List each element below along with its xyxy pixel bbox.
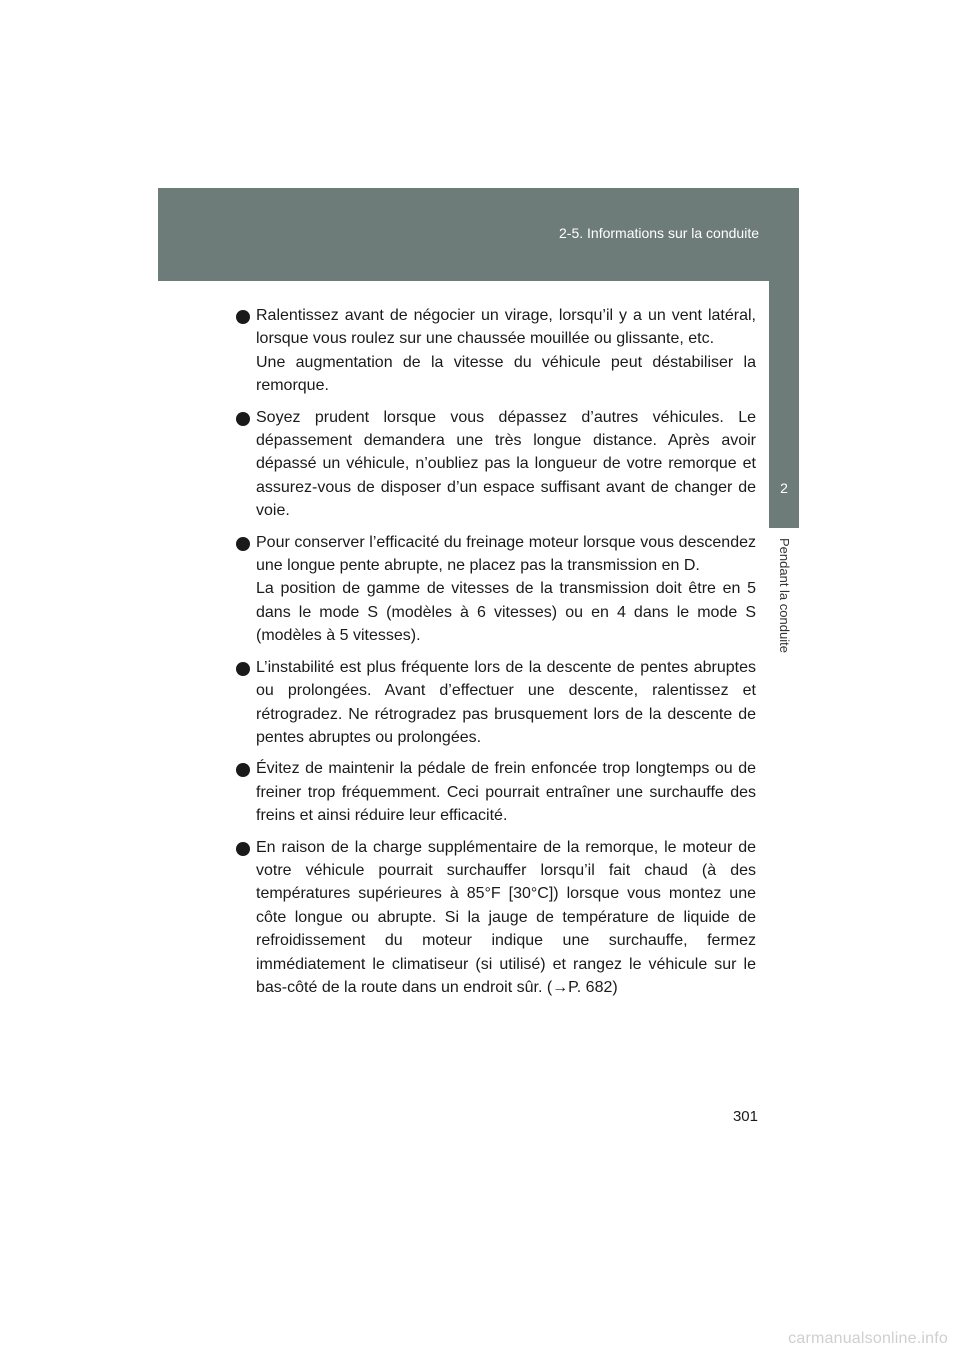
bullet-dot-icon bbox=[236, 310, 250, 324]
bullet-dot-icon bbox=[236, 537, 250, 551]
section-header-band bbox=[158, 188, 799, 281]
list-item bbox=[236, 304, 756, 398]
list-item bbox=[236, 757, 756, 827]
bullet-dot-icon bbox=[236, 412, 250, 426]
list-item bbox=[236, 836, 756, 1000]
bullet-dot-icon bbox=[236, 662, 250, 676]
chapter-tab bbox=[769, 266, 799, 528]
paragraph: L’instabilité est plus fréquente lors de la descente de pentes abruptes ou prolongées. Avant d’effectuer une descente, ralentissez et rétrogradez. Ne rétrogradez pas brusquement lors de la descente de pentes abruptes ou prolongées. bbox=[256, 658, 756, 746]
section-title: 2-5. Informations sur la conduite bbox=[559, 225, 759, 241]
chapter-label: Pendant la conduite bbox=[777, 538, 792, 653]
paragraph: Ralentissez avant de négocier un virage, lorsqu’il y a un vent latéral, lorsque vous roulez sur une chaussée mouillée ou glissante, etc. bbox=[256, 307, 756, 348]
watermark: carmanualsonline.info bbox=[788, 1330, 948, 1347]
main-content bbox=[236, 304, 756, 1007]
bullet-dot-icon bbox=[236, 842, 250, 856]
chapter-label-container bbox=[769, 538, 799, 678]
paragraph: En raison de la charge supplémentaire de la remorque, le moteur de votre véhicule pourrait surchauffer lorsqu’il fait chaud (à des températures supérieures à 85°F [30°C]) lorsque vous montez une côte longue ou abrupte. Si la jauge de température de liquide de refroidissement du moteur indique une surchauffe, fermez immédiatement le climatiseur (si utilisé) et rangez le véhicule sur le bas-côté de la route dans un endroit sûr. (→P. 682) bbox=[256, 838, 756, 996]
paragraph: Pour conserver l’efficacité du freinage moteur lorsque vous descendez une longue pente abrupte, ne placez pas la transmission en D. bbox=[256, 533, 756, 575]
bullet-dot-icon bbox=[236, 763, 250, 777]
list-item bbox=[236, 656, 756, 750]
paragraph: Une augmentation de la vitesse du véhicule peut déstabiliser la remorque. bbox=[256, 353, 756, 395]
list-item bbox=[236, 531, 756, 648]
page-number: 301 bbox=[732, 1108, 758, 1125]
list-item bbox=[236, 406, 756, 523]
paragraph: La position de gamme de vitesses de la transmission doit être en 5 dans le mode S (modèles à 6 vitesses) ou en 4 dans le mode S (modèles à 5 vitesses). bbox=[256, 580, 756, 645]
paragraph: Soyez prudent lorsque vous dépassez d’autres véhicules. Le dépassement demandera une très longue distance. Après avoir dépassé un véhicule, n’oubliez pas la longueur de votre remorque et assurez-vous de disposer d’un espace suffisant avant de changer de voie. bbox=[256, 408, 756, 520]
paragraph: Évitez de maintenir la pédale de frein enfoncée trop longtemps ou de freiner trop fréquemment. Ceci pourrait entraîner une surchauffe des freins et ainsi réduire leur efficacité. bbox=[256, 760, 756, 825]
chapter-number: 2 bbox=[780, 480, 788, 496]
